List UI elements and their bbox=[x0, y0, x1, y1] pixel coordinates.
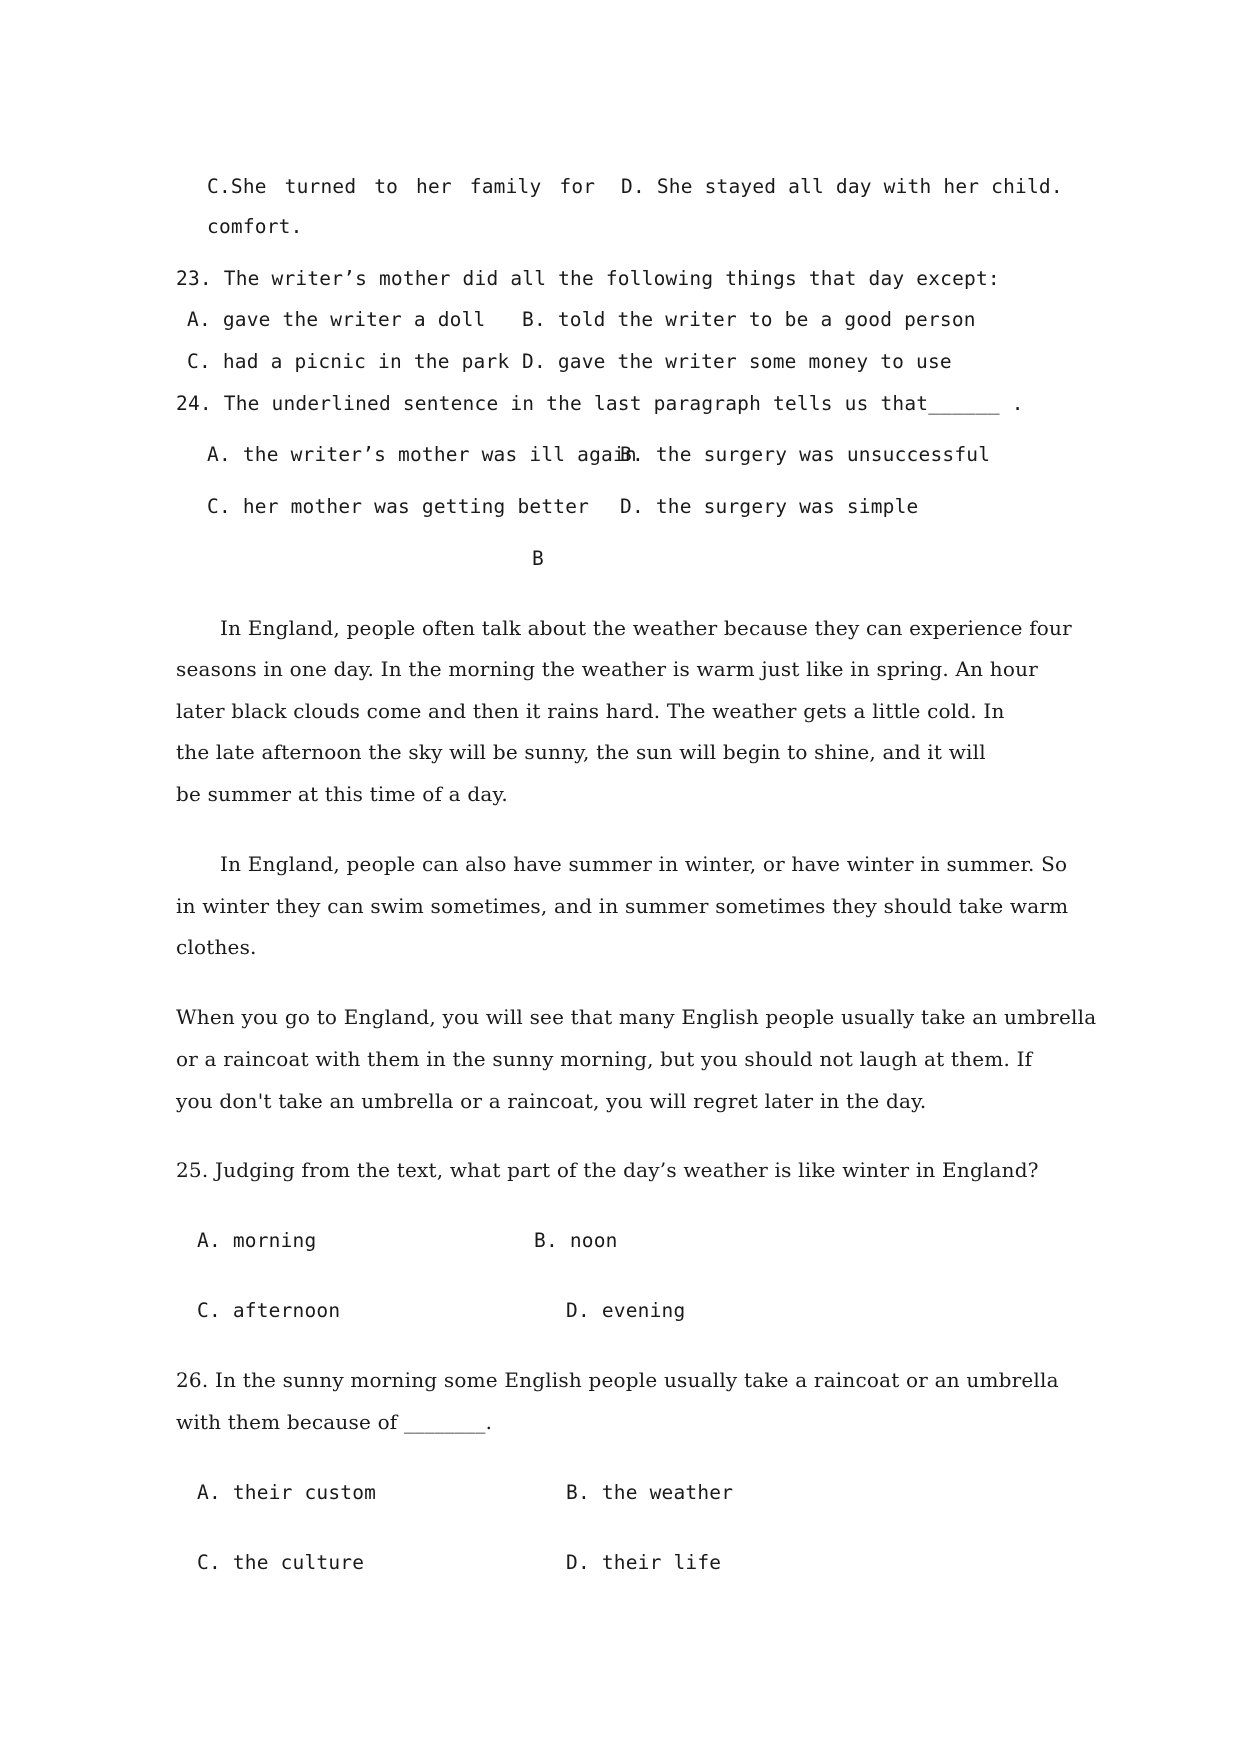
passage-p3-line3: you don't take an umbrella or a raincoat, you will regret later in the day. bbox=[176, 1089, 927, 1113]
passage-p2-line1: In England, people can also have summer in winter, or have winter in summer. So bbox=[220, 852, 1068, 876]
q26-option-c[interactable]: C. the culture bbox=[197, 1551, 365, 1574]
passage-p2-line3: clothes. bbox=[176, 935, 257, 959]
q25-option-b[interactable]: B. noon bbox=[534, 1229, 618, 1252]
q24-stem: 24. The underlined sentence in the last paragraph tells us that______ . bbox=[176, 392, 1024, 415]
q24-option-b[interactable]: B. the surgery was unsuccessful bbox=[620, 443, 991, 466]
q26-stem-line1: 26. In the sunny morning some English people usually take a raincoat or an umbrella bbox=[176, 1368, 1059, 1392]
q23-option-c[interactable]: C. had a picnic in the park bbox=[187, 350, 510, 373]
section-b-heading: B bbox=[532, 547, 544, 570]
q23-option-b[interactable]: B. told the writer to be a good person bbox=[522, 308, 976, 331]
passage-p2-line2: in winter they can swim sometimes, and in summer sometimes they should take warm bbox=[176, 894, 1069, 918]
q22-option-d[interactable]: D. She stayed all day with her child. bbox=[621, 175, 1063, 198]
q23-stem: 23. The writer’s mother did all the following things that day except: bbox=[176, 267, 1000, 290]
q22-option-c-line1[interactable]: C.She turned to her family for bbox=[207, 175, 596, 198]
q24-option-a[interactable]: A. the writer’s mother was ill again bbox=[207, 443, 637, 466]
passage-p1-line3: later black clouds come and then it rains hard. The weather gets a little cold. In bbox=[176, 699, 1005, 723]
q24-option-c[interactable]: C. her mother was getting better bbox=[207, 495, 590, 518]
passage-p1-line1: In England, people often talk about the weather because they can experience four bbox=[220, 616, 1072, 640]
q24-option-d[interactable]: D. the surgery was simple bbox=[620, 495, 919, 518]
q23-option-d[interactable]: D. gave the writer some money to use bbox=[522, 350, 952, 373]
passage-p3-line1: When you go to England, you will see that many English people usually take an umbrella bbox=[176, 1005, 1097, 1029]
q26-option-a[interactable]: A. their custom bbox=[197, 1481, 377, 1504]
q22-option-c-line2: comfort. bbox=[207, 215, 303, 238]
q26-option-b[interactable]: B. the weather bbox=[566, 1481, 734, 1504]
passage-p3-line2: or a raincoat with them in the sunny morning, but you should not laugh at them. If bbox=[176, 1047, 1033, 1071]
q26-option-d[interactable]: D. their life bbox=[566, 1551, 722, 1574]
q25-option-a[interactable]: A. morning bbox=[197, 1229, 317, 1252]
passage-p1-line5: be summer at this time of a day. bbox=[176, 782, 508, 806]
q23-option-a[interactable]: A. gave the writer a doll bbox=[187, 308, 486, 331]
q26-stem-line2: with them because of ________. bbox=[176, 1410, 493, 1434]
passage-p1-line2: seasons in one day. In the morning the weather is warm just like in spring. An hour bbox=[176, 657, 1038, 681]
q25-option-c[interactable]: C. afternoon bbox=[197, 1299, 341, 1322]
q25-option-d[interactable]: D. evening bbox=[566, 1299, 686, 1322]
q25-stem: 25. Judging from the text, what part of the day’s weather is like winter in England? bbox=[176, 1158, 1039, 1182]
passage-p1-line4: the late afternoon the sky will be sunny, the sun will begin to shine, and it will bbox=[176, 740, 986, 764]
